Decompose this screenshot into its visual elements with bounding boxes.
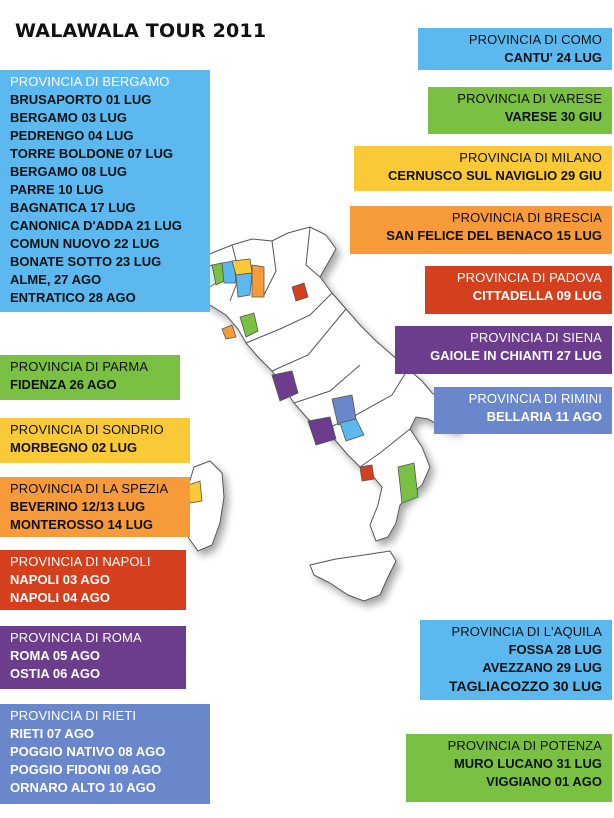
event-item: BELLARIA 11 AGO — [486, 409, 602, 424]
box-provincia-rimini — [434, 387, 612, 434]
box-provincia-rieti — [0, 704, 210, 804]
event-item: CANTU' 24 LUG — [504, 50, 602, 65]
event-item: TAGLIACOZZO 30 LUG — [449, 678, 602, 694]
event-item: ALME, 27 AGO — [10, 272, 102, 287]
province-name: PROVINCIA DI LA SPEZIA — [10, 481, 169, 496]
event-item: ORNARO ALTO 10 AGO — [10, 780, 156, 795]
event-item: AVEZZANO 29 LUG — [482, 660, 602, 675]
event-item: CERNUSCO SUL NAVIGLIO 29 GIU — [387, 168, 602, 183]
province-name: PROVINCIA DI RIMINI — [468, 391, 602, 406]
box-provincia-brescia — [350, 206, 612, 254]
event-item: BRUSAPORTO 01 LUG — [10, 92, 152, 107]
event-item: COMUN NUOVO 22 LUG — [10, 236, 160, 251]
province-name: PROVINCIA DI SIENA — [470, 330, 602, 345]
event-item: POGGIO FIDONI 09 AGO — [10, 762, 162, 777]
box-provincia-laquila — [420, 620, 612, 700]
box-provincia-milano — [354, 146, 612, 191]
event-item: MURO LUCANO 31 LUG — [453, 756, 602, 771]
province-name: PROVINCIA DI PADOVA — [456, 270, 602, 285]
province-name: PROVINCIA DI PARMA — [10, 359, 149, 374]
event-item: NAPOLI 03 AGO — [10, 572, 110, 587]
poster-title: WALAWALA TOUR 2011 — [15, 20, 267, 42]
province-name: PROVINCIA DI BERGAMO — [10, 74, 170, 89]
province-name: PROVINCIA DI POTENZA — [447, 738, 602, 753]
box-provincia-sondrio — [0, 418, 190, 463]
province-name: PROVINCIA DI RIETI — [10, 708, 137, 723]
box-provincia-parma — [0, 355, 180, 400]
event-item: NAPOLI 04 AGO — [10, 590, 110, 605]
province-name: PROVINCIA DI MILANO — [459, 150, 602, 165]
province-name: PROVINCIA DI ROMA — [10, 630, 142, 645]
box-provincia-potenza — [406, 734, 612, 802]
box-provincia-bergamo — [0, 70, 210, 312]
event-item: CANONICA D'ADDA 21 LUG — [10, 218, 182, 233]
province-name: PROVINCIA DI VARESE — [457, 91, 602, 106]
event-item: GAIOLE IN CHIANTI 27 LUG — [430, 348, 602, 363]
box-provincia-varese — [428, 87, 612, 134]
event-item: CITTADELLA 09 LUG — [472, 288, 602, 303]
box-provincia-padova — [425, 266, 612, 314]
province-name: PROVINCIA DI L'AQUILA — [451, 624, 602, 639]
box-provincia-napoli — [0, 550, 186, 610]
event-item: MONTEROSSO 14 LUG — [10, 517, 154, 532]
box-provincia-roma — [0, 626, 186, 689]
event-item: RIETI 07 AGO — [10, 726, 95, 741]
event-item: POGGIO NATIVO 08 AGO — [10, 744, 166, 759]
event-item: FIDENZA 26 AGO — [10, 377, 117, 392]
event-item: ENTRATICO 28 AGO — [10, 290, 136, 305]
event-item: OSTIA 06 AGO — [10, 666, 101, 681]
event-item: PARRE 10 LUG — [10, 182, 104, 197]
province-name: PROVINCIA DI BRESCIA — [451, 210, 602, 225]
box-provincia-como — [418, 28, 612, 70]
event-item: ROMA 05 AGO — [10, 648, 101, 663]
event-item: VIGGIANO 01 AGO — [486, 774, 602, 789]
event-item: BEVERINO 12/13 LUG — [10, 499, 146, 514]
event-item: BERGAMO 03 LUG — [10, 110, 128, 125]
event-item: TORRE BOLDONE 07 LUG — [10, 146, 174, 161]
event-item: MORBEGNO 02 LUG — [10, 440, 138, 455]
province-name: PROVINCIA DI SONDRIO — [10, 422, 164, 437]
event-item: VARESE 30 GIU — [504, 109, 602, 124]
event-item: FOSSA 28 LUG — [508, 642, 602, 657]
province-name: PROVINCIA DI COMO — [468, 32, 602, 47]
event-item: SAN FELICE DEL BENACO 15 LUG — [386, 228, 602, 243]
event-item: BERGAMO 08 LUG — [10, 164, 128, 179]
event-item: PEDRENGO 04 LUG — [10, 128, 134, 143]
box-provincia-siena — [395, 326, 612, 374]
event-item: BAGNATICA 17 LUG — [10, 200, 136, 215]
event-item: BONATE SOTTO 23 LUG — [10, 254, 162, 269]
box-provincia-laspezia — [0, 477, 190, 537]
province-name: PROVINCIA DI NAPOLI — [10, 554, 151, 569]
